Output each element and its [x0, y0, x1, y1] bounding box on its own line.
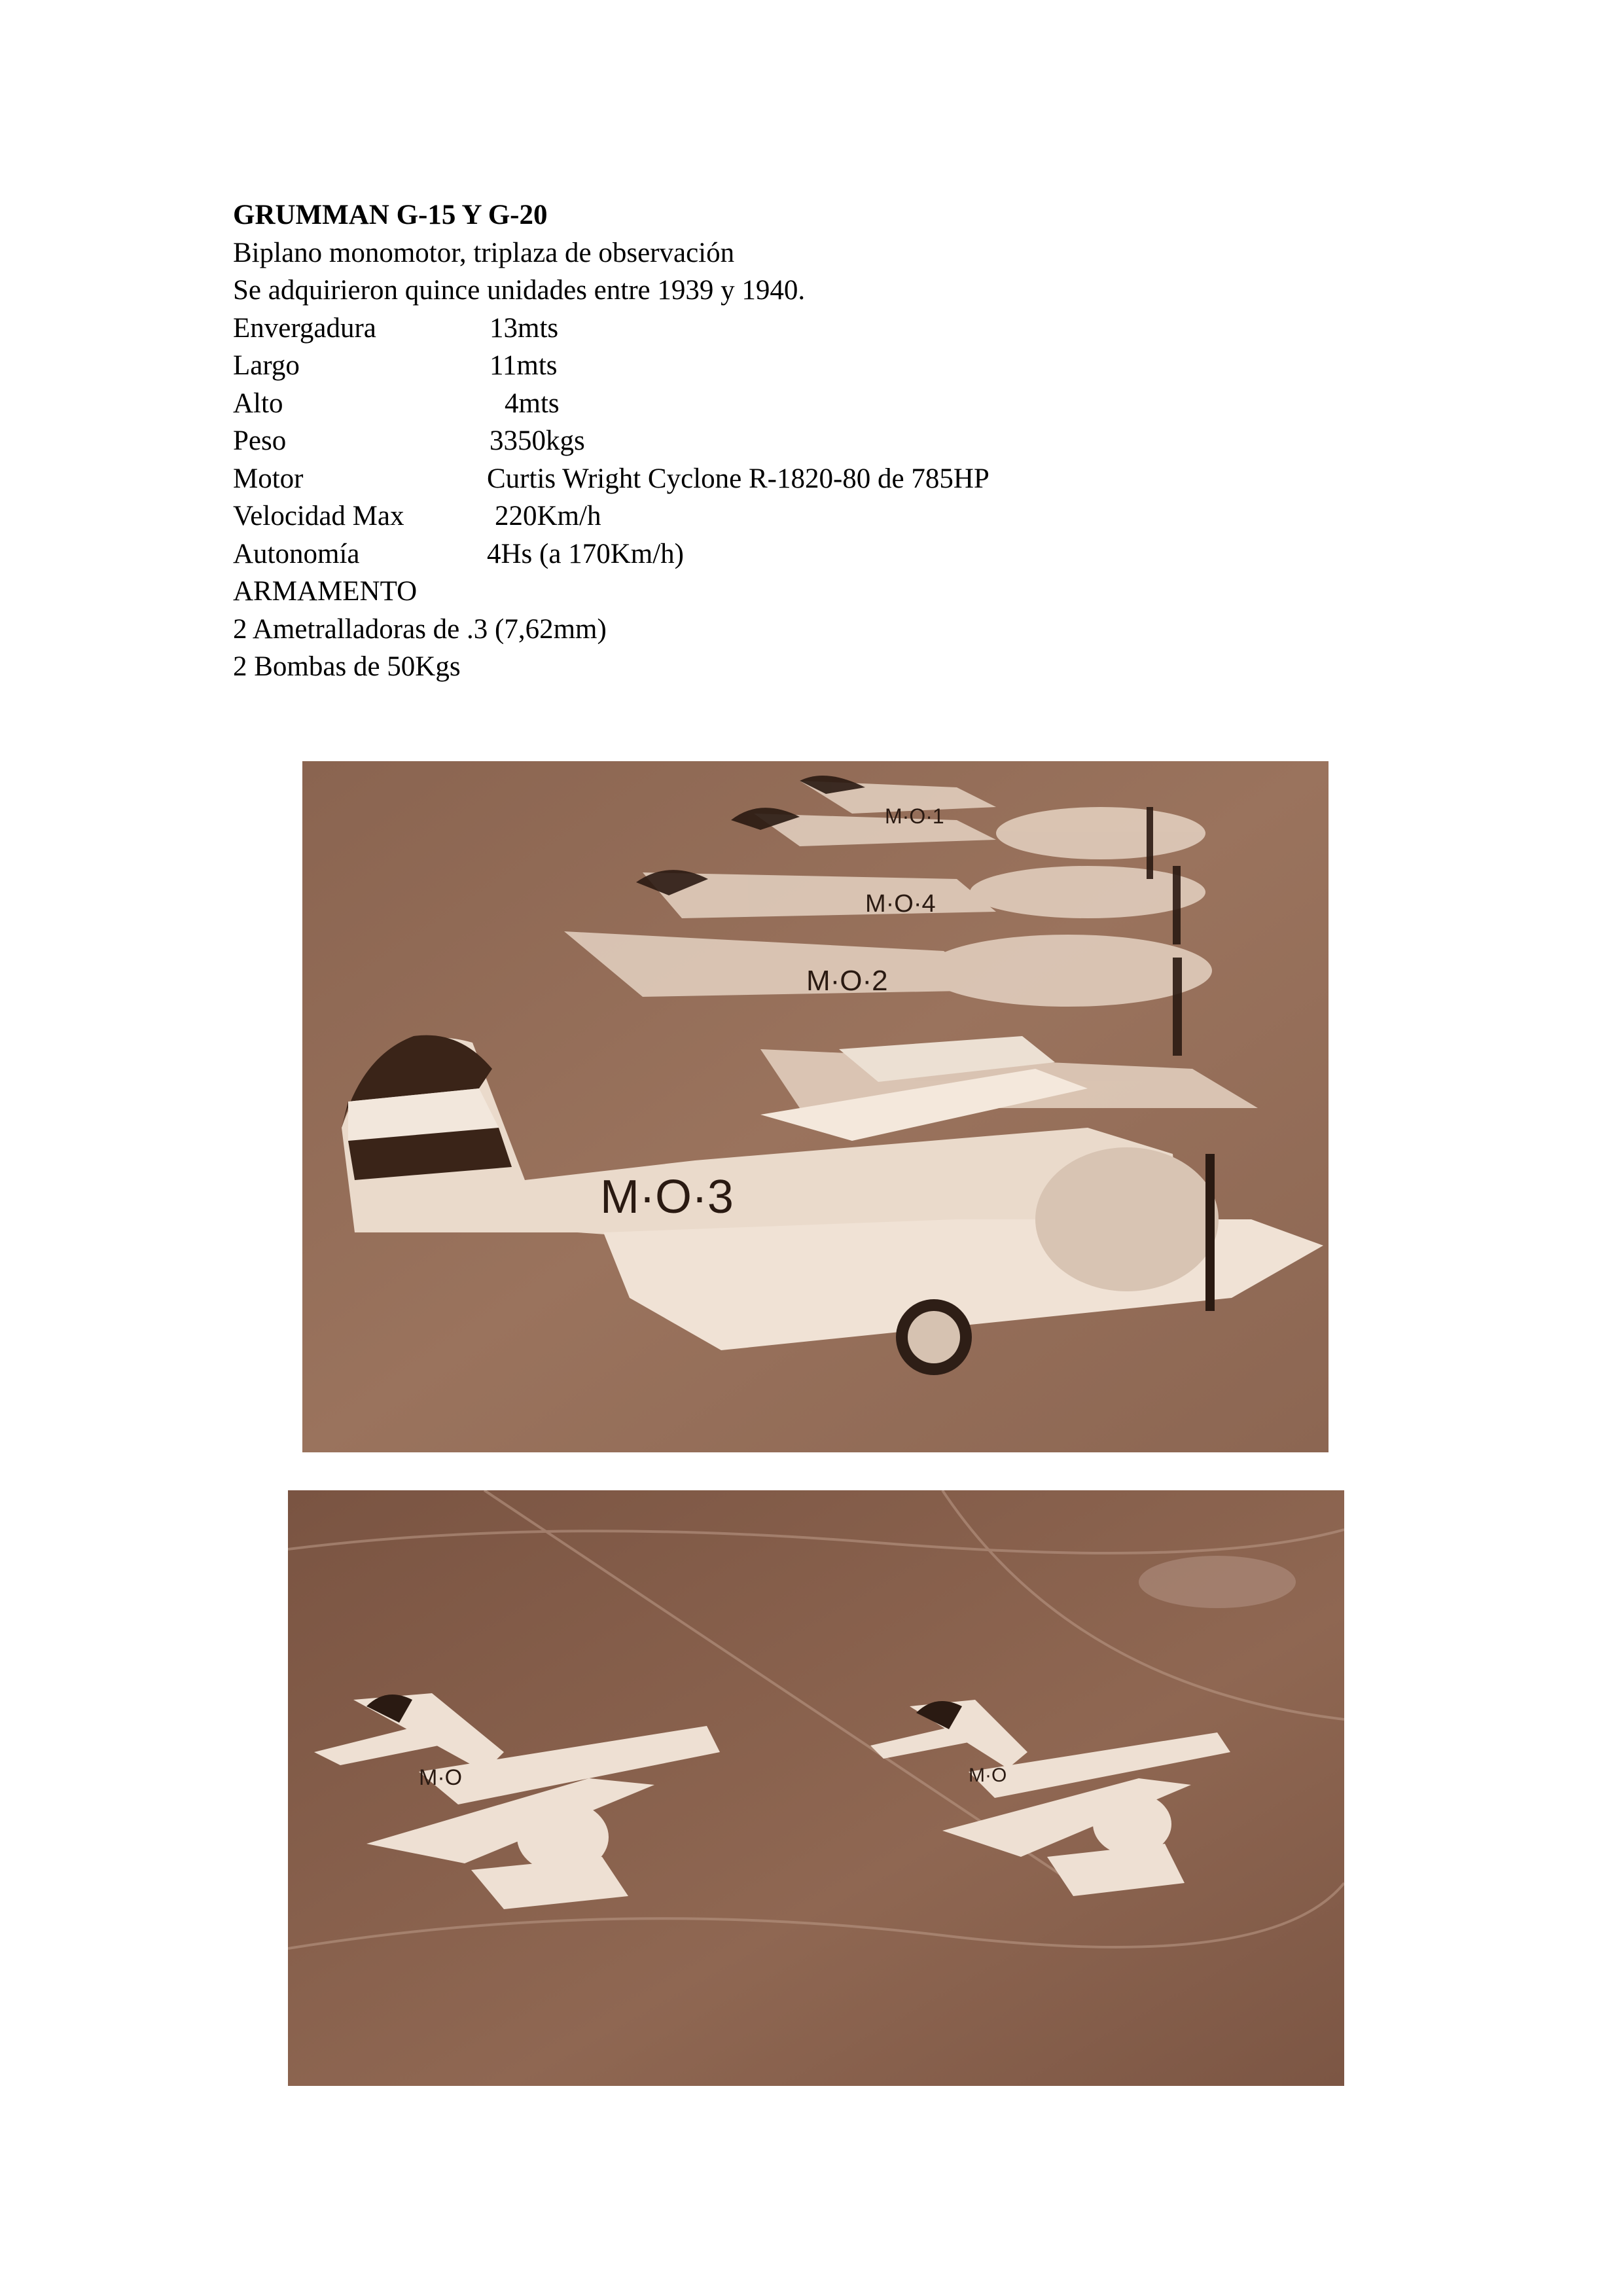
spec-value: Curtis Wright Cyclone R-1820-80 de 785HP	[487, 463, 990, 494]
spec-sheet	[233, 196, 990, 686]
fuselage-marking: M·O	[969, 1765, 1007, 1786]
spec-value: 11mts	[490, 350, 558, 381]
acquisition-note: Se adquirieron quince unidades entre 1939 y 1940.	[233, 275, 806, 306]
armament-item: 2 Bombas de 50Kgs	[233, 651, 461, 682]
spec-label: Peso	[233, 425, 287, 456]
description: Biplano monomotor, triplaza de observación	[233, 237, 735, 268]
spec-value: 13mts	[490, 312, 559, 344]
document-title: GRUMMAN G-15 Y G-20	[233, 200, 548, 230]
spec-label: Autonomía	[233, 538, 360, 569]
spec-label: Velocidad Max	[233, 501, 404, 531]
spec-row	[233, 460, 990, 498]
armament-item: 2 Ametralladoras de .3 (7,62mm)	[233, 613, 607, 645]
fuselage-marking: M·O·2	[806, 965, 888, 997]
spec-value: 3350kgs	[490, 425, 585, 456]
spec-value: 4Hs (a 170Km/h)	[487, 538, 684, 569]
fuselage-marking: M·O	[419, 1765, 463, 1790]
armament-heading: ARMAMENTO	[233, 576, 418, 607]
fuselage-marking: M·O·4	[865, 890, 936, 918]
fuselage-marking: M·O·1	[885, 804, 944, 828]
spec-row	[233, 422, 805, 460]
spec-value: 220Km/h	[495, 501, 601, 531]
spec-label: Alto	[233, 387, 283, 419]
spec-label: Envergadura	[233, 312, 376, 344]
spec-row	[233, 385, 805, 423]
spec-row	[233, 310, 805, 348]
spec-value: 4mts	[505, 387, 560, 419]
formation-photo	[302, 761, 1329, 1452]
spec-label: Largo	[233, 350, 300, 381]
fuselage-marking: M·O·3	[600, 1171, 734, 1223]
spec-row	[233, 535, 805, 573]
spec-label: Motor	[233, 463, 304, 494]
spec-row	[233, 497, 805, 535]
ground-photo	[288, 1490, 1344, 2086]
spec-row	[233, 347, 805, 385]
